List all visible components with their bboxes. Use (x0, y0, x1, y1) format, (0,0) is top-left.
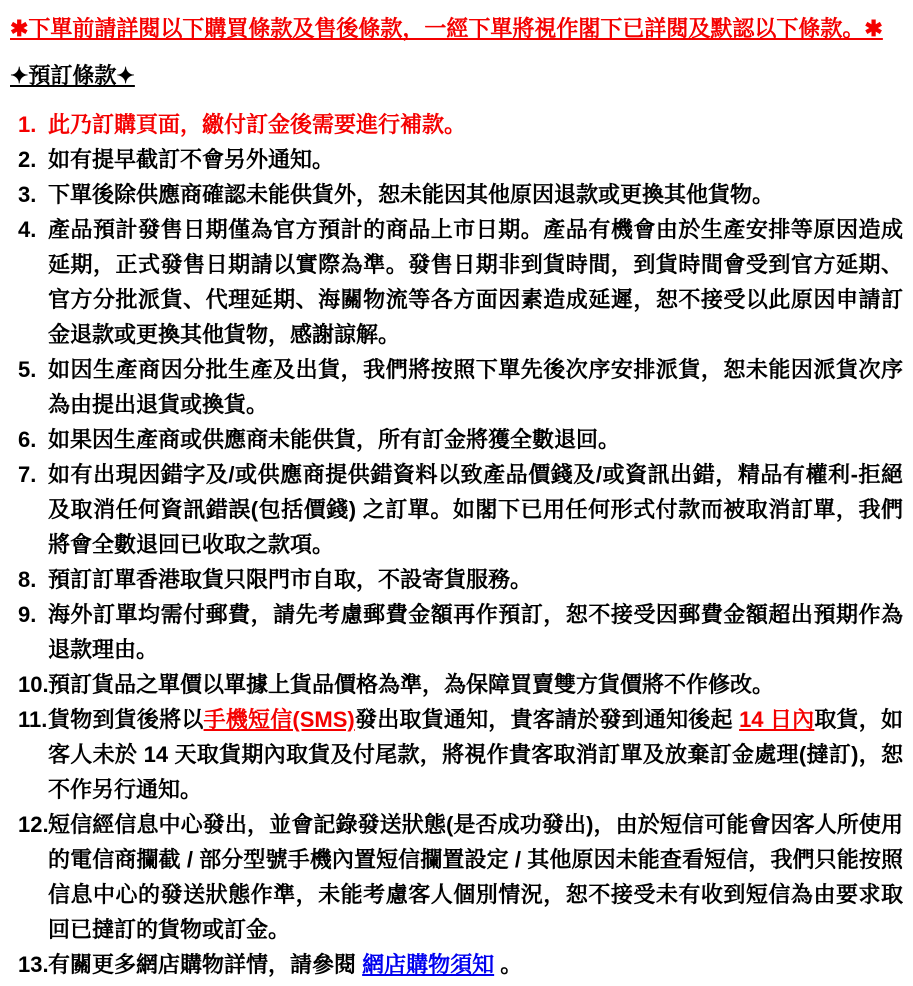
term-number: 6. (18, 427, 37, 452)
term-number: 7. (18, 462, 37, 487)
term-item-8 (10, 562, 903, 597)
term-item-10 (10, 667, 903, 702)
term-text: 如果因生產商或供應商未能供貨，所有訂金將獲全數退回。 (48, 427, 621, 452)
term-text-post: 。 (494, 952, 523, 977)
term-text: 預訂訂單香港取貨只限門市自取，不設寄貨服務。 (48, 567, 533, 592)
term-item-7 (10, 457, 903, 562)
terms-list (10, 107, 903, 982)
term-number: 9. (18, 602, 37, 627)
term-item-11 (10, 702, 903, 807)
term-number: 1. (18, 112, 37, 137)
term-text: 海外訂單均需付郵費，請先考慮郵費金額再作預訂，恕不接受因郵費金額超出預期作為退款理由。 (48, 602, 903, 662)
term-text: 此乃訂購頁面，繳付訂金後需要進行補款。 (48, 112, 467, 137)
term-text: 產品預計發售日期僅為官方預計的商品上市日期。產品有機會由於生產安排等原因造成延期，正式發售日期請以實際為準。發售日期非到貨時間，到貨時間會受到官方延期、官方分批派貨、代理延期、海關物流等各方面因素造成延遲，恕不接受以此原因申請訂金退款或更換其他貨物，感謝諒解。 (48, 217, 903, 347)
pickup-deadline-highlight: 14 日內 (739, 707, 815, 732)
term-item-12 (10, 807, 903, 947)
term-number: 5. (18, 357, 37, 382)
term-text: 如有出現因錯字及/或供應商提供錯資料以致產品價錢及/或資訊出錯，精品有權利-拒絕及取消任何資訊錯誤(包括價錢) 之訂單。如閣下已用任何形式付款而被取消訂單，我們將會全數退回已收取之款項。 (48, 462, 903, 557)
term-text-post: 取貨，如客人未於 14 天取貨期內取貨及付尾款，將視作貴客取消訂單及放棄訂金處理(撻訂)，恕不作另行通知。 (48, 707, 903, 802)
term-number: 2. (18, 147, 37, 172)
term-text: 如因生產商因分批生產及出貨，我們將按照下單先後次序安排派貨，恕未能因派貨次序為由提出退貨或換貨。 (48, 357, 903, 417)
term-text: 預訂貨品之單價以單據上貨品價格為準，為保障買賣雙方貨價將不作修改。 (48, 672, 775, 697)
term-item-5 (10, 352, 903, 422)
section-header (10, 58, 903, 107)
term-item-1 (10, 107, 903, 142)
term-item-3 (10, 177, 903, 212)
term-item-6 (10, 422, 903, 457)
sms-notice-highlight: 手機短信(SMS) (203, 707, 355, 732)
term-item-13 (10, 947, 903, 982)
term-number: 8. (18, 567, 37, 592)
term-text-pre: 貨物到貨後將以 (48, 707, 204, 732)
preorder-terms-title: ✦預訂條款✦ (10, 63, 135, 88)
term-number: 13. (18, 952, 49, 977)
term-text-pre: 有關更多網店購物詳情，請參閱 (48, 952, 363, 977)
term-text-mid: 發出取貨通知，貴客請於發到通知後起 (354, 707, 740, 732)
term-text: 如有提早截訂不會另外通知。 (48, 147, 335, 172)
purchase-notice-banner: ✱下單前請詳閱以下購買條款及售後條款，一經下單將視作閣下已詳閱及默認以下條款。✱ (10, 16, 883, 41)
term-number: 3. (18, 182, 37, 207)
term-number: 10. (18, 672, 49, 697)
term-number: 11. (18, 707, 48, 732)
term-item-4 (10, 212, 903, 352)
term-item-2 (10, 142, 903, 177)
term-item-9 (10, 597, 903, 667)
term-number: 12. (18, 812, 49, 837)
term-number: 4. (18, 217, 37, 242)
shop-guide-link[interactable]: 網店購物須知 (362, 952, 495, 977)
term-text: 下單後除供應商確認未能供貨外，恕未能因其他原因退款或更換其他貨物。 (48, 182, 775, 207)
term-text: 短信經信息中心發出，並會記錄發送狀態(是否成功發出)，由於短信可能會因客人所使用的電信商攔截 / 部分型號手機內置短信攔置設定 / 其他原因未能查看短信，我們只能按照信息中心的發送狀態作準，未能考慮客人個別情況，恕不接受未有收到短信為由要求取回已撻訂的貨物或訂金。 (48, 812, 903, 942)
